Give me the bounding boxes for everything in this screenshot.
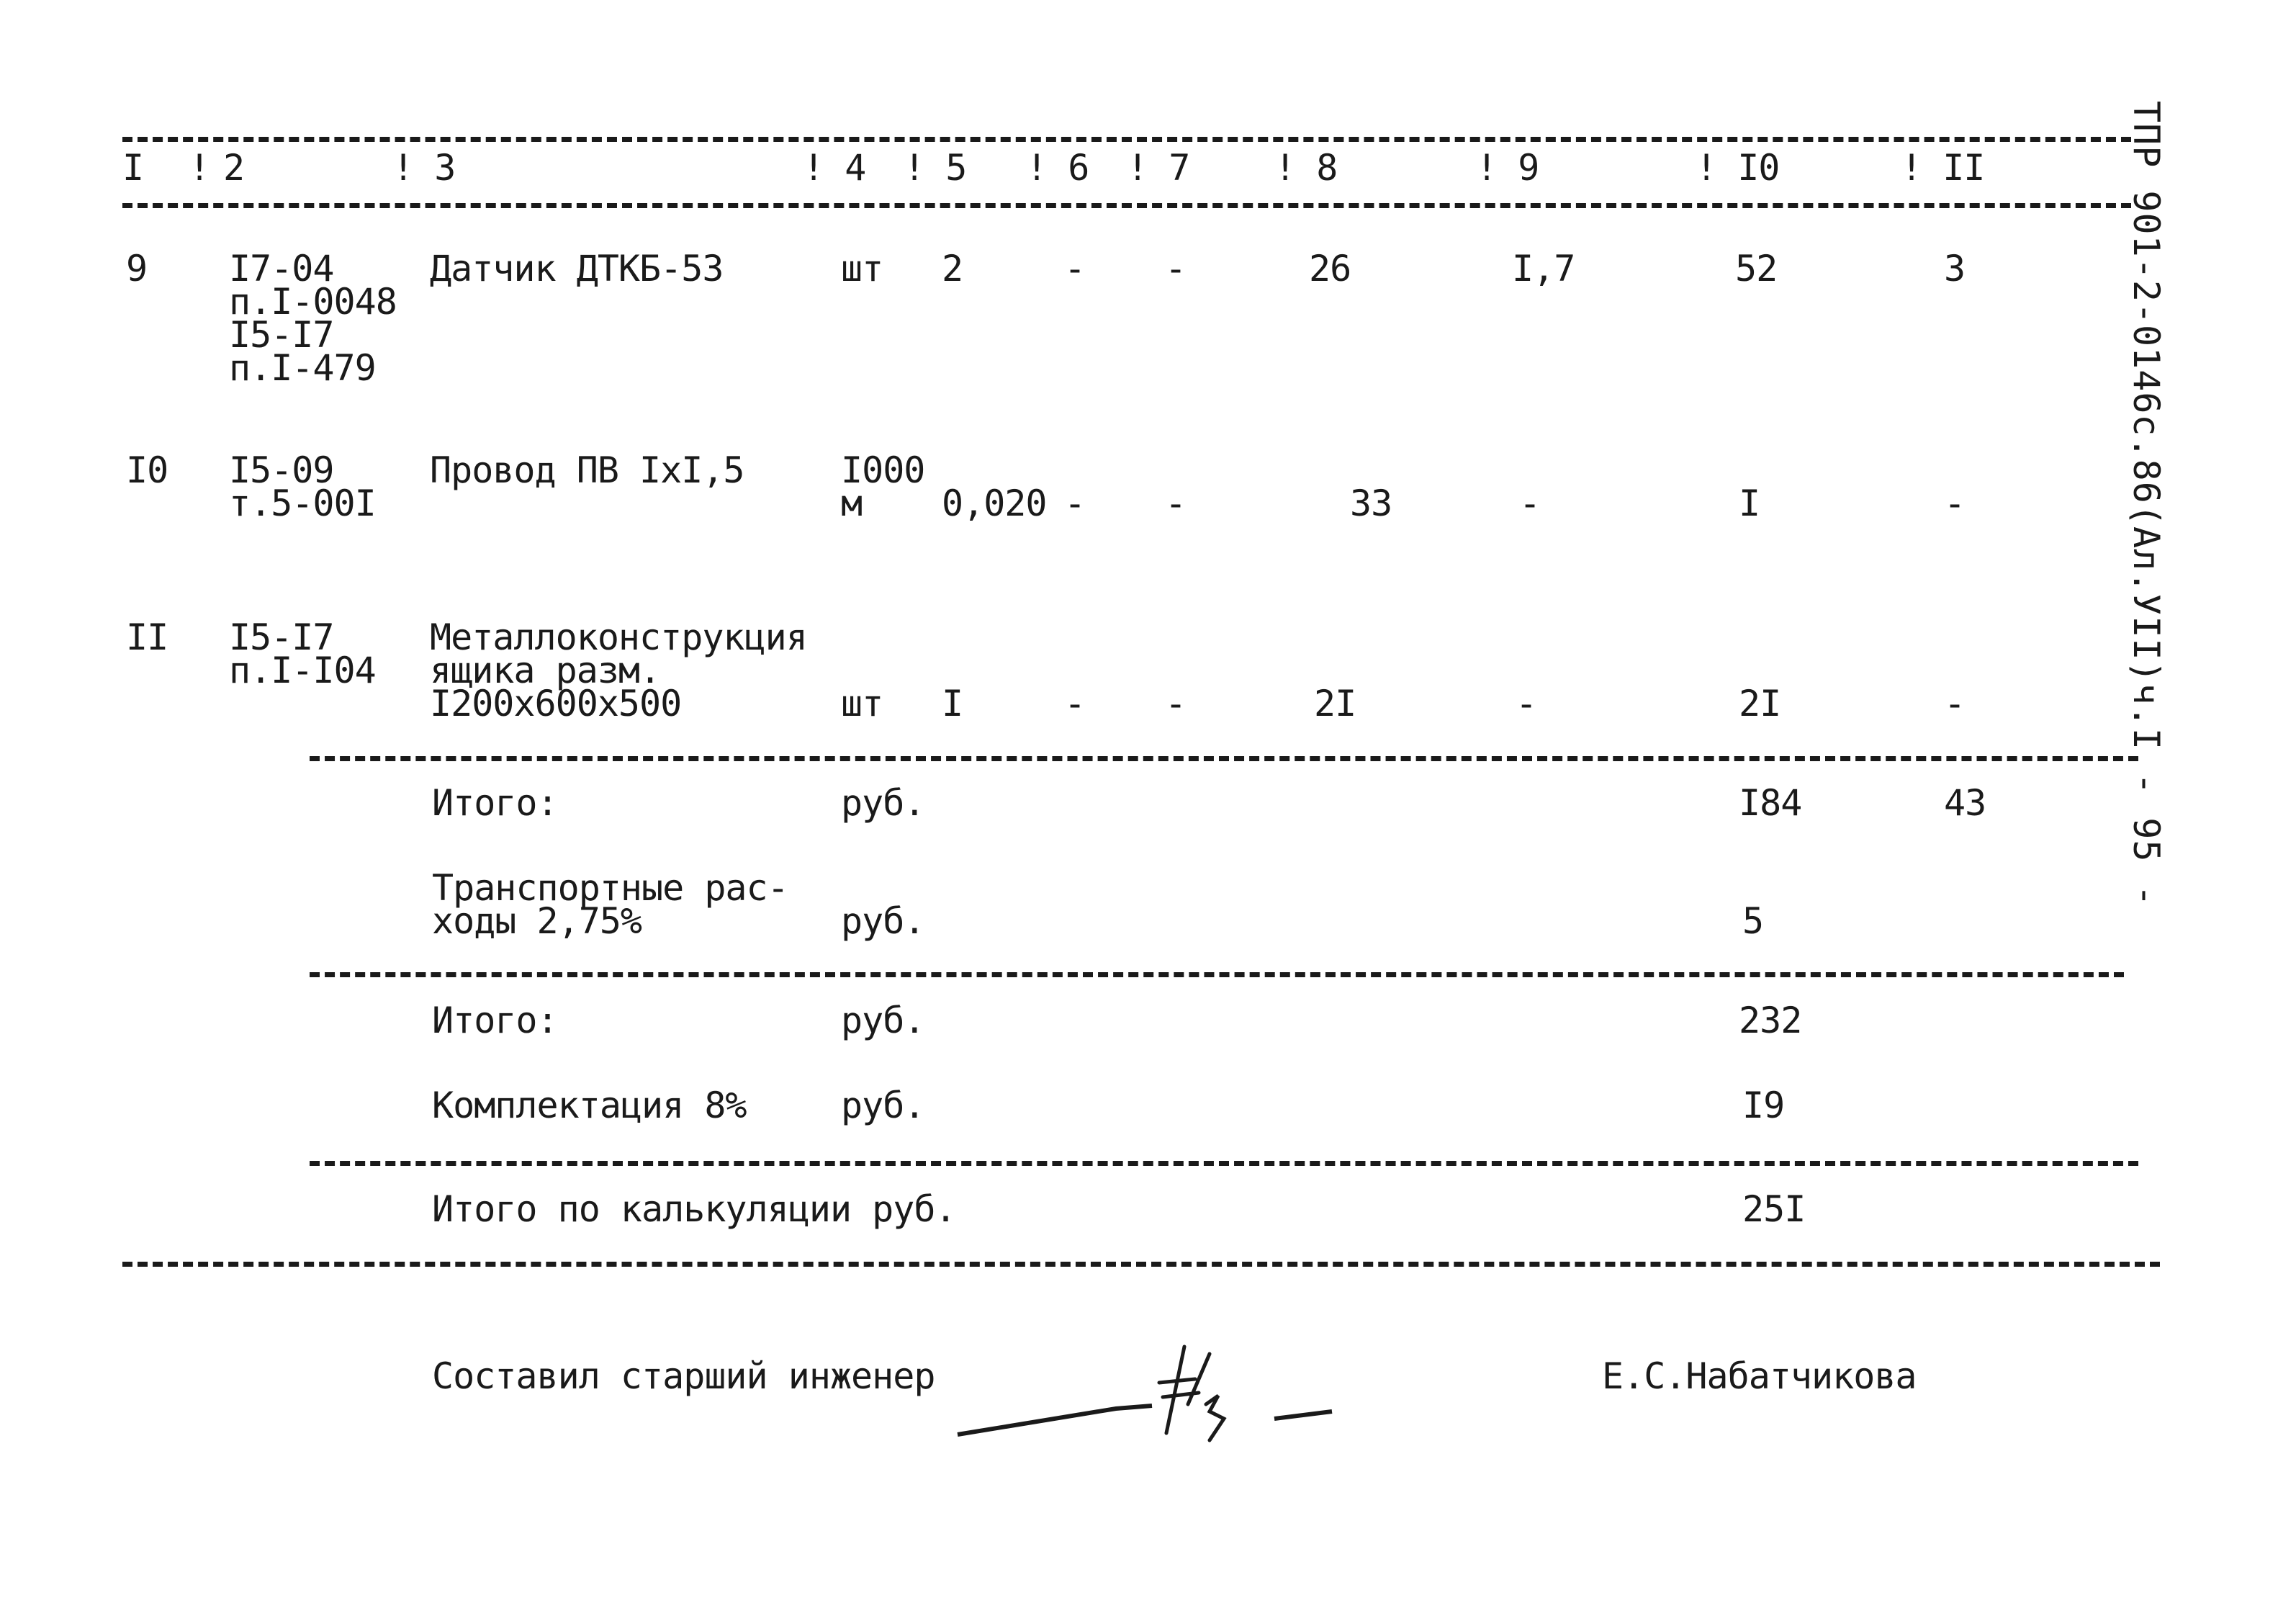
- row-code-line: I5-09: [229, 449, 334, 491]
- summary-unit: руб.: [841, 1085, 925, 1126]
- row-col7: -: [1165, 248, 1187, 289]
- summary-col10: I84: [1739, 782, 1802, 824]
- col-header-11: ! II: [1901, 147, 1985, 189]
- row-code-line: п.I-0048: [229, 281, 397, 323]
- col-header-sep: !: [189, 147, 210, 189]
- row-number: II: [126, 616, 168, 658]
- row-col6: -: [1064, 683, 1086, 724]
- row-name: I200x600x500: [430, 683, 682, 724]
- section-rule: [310, 756, 2138, 761]
- compiler-name: Е.С.Набатчикова: [1602, 1355, 1917, 1397]
- col-header-3: ! 3: [392, 147, 456, 189]
- row-code-line: I5-I7: [229, 616, 334, 658]
- row-code-line: I7-04: [229, 248, 334, 289]
- row-col11: 3: [1944, 248, 1966, 289]
- row-col11: -: [1944, 683, 1966, 724]
- grand-total-value: 25I: [1742, 1188, 1806, 1230]
- col-header-10: ! I0: [1696, 147, 1780, 189]
- col-header-9: ! 9: [1476, 147, 1539, 189]
- row-col6: -: [1064, 248, 1086, 289]
- header-bottom-rule: [122, 203, 2131, 208]
- section-rule: [310, 1161, 2138, 1166]
- row-name: Металлоконструкция: [430, 616, 807, 658]
- row-name: ящика разм.: [430, 650, 661, 691]
- row-unit: шт: [841, 248, 883, 289]
- row-name: Датчик ДТКБ-53: [430, 248, 724, 289]
- table-top-rule: [122, 137, 2131, 142]
- col-header-1: I: [122, 147, 144, 189]
- row-col9: I,7: [1512, 248, 1575, 289]
- row-col10: I: [1739, 482, 1760, 524]
- row-col8: 33: [1350, 482, 1392, 524]
- row-code-line: п.I-I04: [229, 650, 376, 691]
- col-header-7: ! 7: [1127, 147, 1190, 189]
- summary-label: Итого:: [432, 1000, 558, 1041]
- row-col8: 26: [1309, 248, 1351, 289]
- summary-label: Итого:: [432, 782, 558, 824]
- summary-col10: 232: [1739, 1000, 1802, 1041]
- row-qty: 0,020: [942, 482, 1047, 524]
- col-header-4: ! 4: [803, 147, 866, 189]
- row-col8: 2I: [1314, 683, 1356, 724]
- signature: [950, 1339, 1354, 1447]
- row-unit: м: [841, 482, 863, 524]
- col-header-8: ! 8: [1274, 147, 1338, 189]
- document-code-vertical: ТПР 901-2-0146с.86(Ал.УII)ч.I - 95 -: [2125, 101, 2167, 907]
- summary-col11: 43: [1944, 782, 1986, 824]
- row-col7: -: [1165, 683, 1187, 724]
- row-col9: -: [1516, 683, 1537, 724]
- summary-col10: 5: [1742, 900, 1764, 942]
- row-col10: 52: [1735, 248, 1778, 289]
- summary-col10: I9: [1742, 1085, 1785, 1126]
- row-code-line: т.5-00I: [229, 482, 376, 524]
- row-number: I0: [126, 449, 168, 491]
- summary-label: Комплектация 8%: [432, 1085, 747, 1126]
- row-col11: -: [1944, 482, 1966, 524]
- row-col6: -: [1064, 482, 1086, 524]
- row-qty: 2: [942, 248, 963, 289]
- row-col10: 2I: [1739, 683, 1781, 724]
- row-code-line: п.I-479: [229, 347, 376, 389]
- row-col7: -: [1165, 482, 1187, 524]
- table-bottom-rule: [122, 1262, 2160, 1267]
- grand-total-label: Итого по калькуляции руб.: [432, 1188, 956, 1230]
- compiler-role: Составил старший инженер: [432, 1355, 935, 1397]
- summary-label: Транспортные рас- ходы 2,75%: [432, 867, 788, 942]
- row-code-line: I5-I7: [229, 314, 334, 356]
- col-header-5: ! 5: [904, 147, 967, 189]
- row-col9: -: [1519, 482, 1541, 524]
- summary-unit: руб.: [841, 1000, 925, 1041]
- col-header-2: 2: [223, 147, 245, 189]
- row-qty: I: [942, 683, 963, 724]
- summary-unit: руб.: [841, 782, 925, 824]
- row-unit: I000: [841, 449, 925, 491]
- row-unit: шт: [841, 683, 883, 724]
- summary-unit: руб.: [841, 900, 925, 942]
- section-rule: [310, 972, 2124, 977]
- row-number: 9: [126, 248, 148, 289]
- row-name: Провод ПВ IxI,5: [430, 449, 744, 491]
- col-header-6: ! 6: [1026, 147, 1089, 189]
